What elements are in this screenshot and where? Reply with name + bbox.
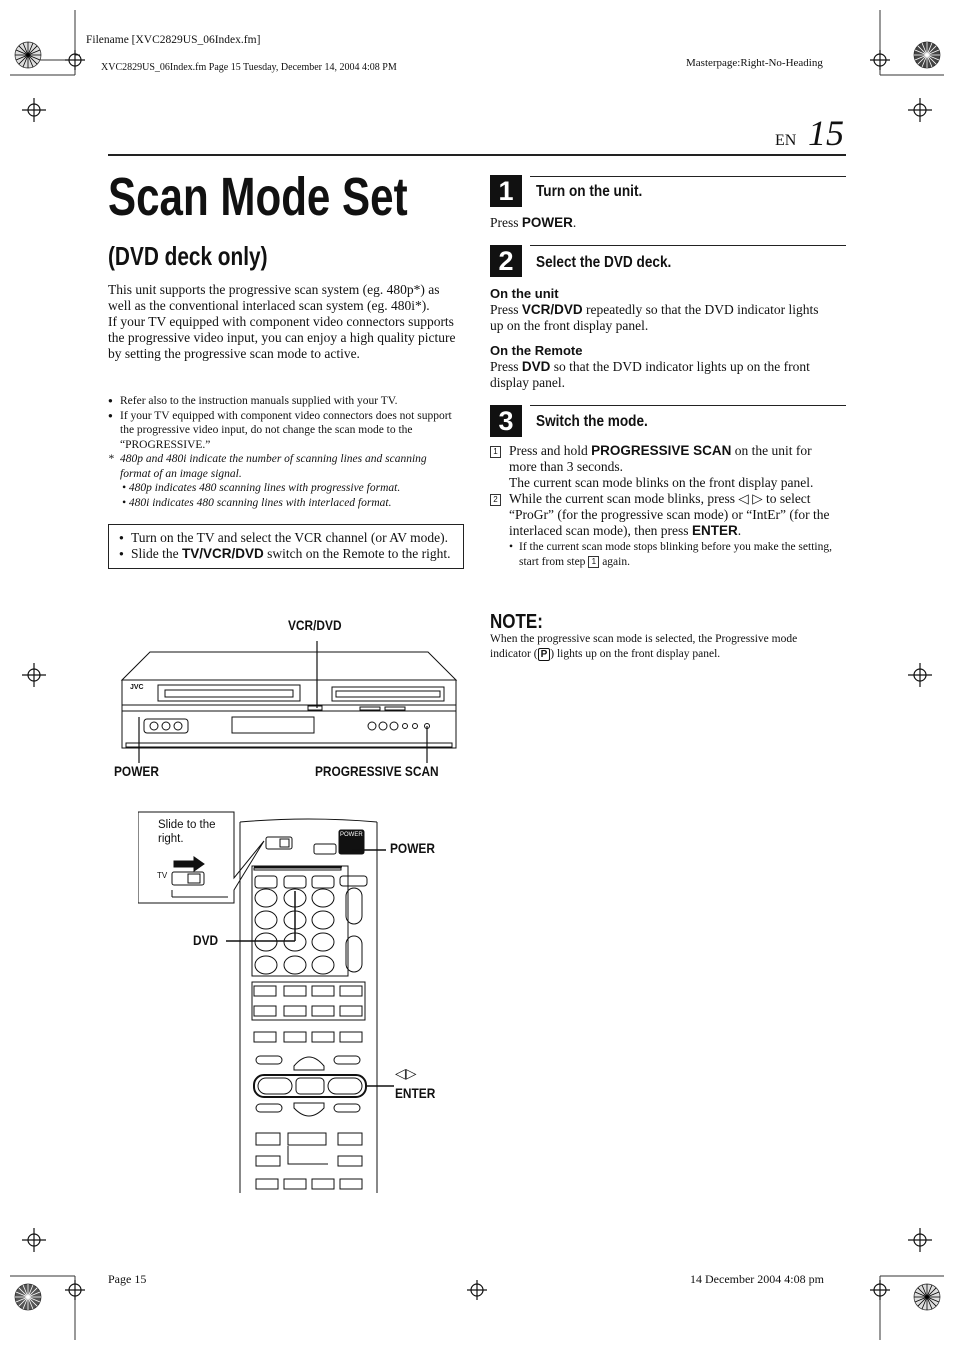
step3-bullet [490, 540, 835, 569]
intro-p2: If your TV equipped with component video connectors supports the progressive video input, you can enjoy a high quality picture by setting the progressive scan mode to active. [108, 314, 456, 361]
prep-item-1 [119, 530, 453, 546]
step3-sub1-num: 1 [490, 446, 501, 458]
step3-text [490, 443, 835, 569]
vcr-dvd-unit-illustration [110, 635, 470, 765]
callout-slide-text [158, 818, 216, 846]
step3-rule [530, 405, 846, 406]
step3-sub1 [490, 443, 835, 491]
step1-text-bold: POWER [521, 215, 573, 230]
step3-sub1-post: on the unit for more than 3 seconds. [509, 443, 812, 474]
step3-sub2-pre: While the current scan mode blinks, press ◁ ▷ to select “ProGr” (for the progressive scan mode) or “IntEr” (for the interlaced scan mode), then press [509, 491, 830, 538]
step3-bullet-post: again. [599, 555, 630, 568]
step3-bullet-pre: If the current scan mode stops blinking before you make the setting, start from step [519, 541, 832, 568]
label-enter: ENTER [395, 1085, 436, 1101]
prep-box [108, 524, 464, 569]
step3-title: Switch the mode. [536, 413, 648, 430]
label-jvc: JVC [130, 684, 144, 691]
step3-sub2-bold: ENTER [691, 523, 738, 538]
step1-text-pre: Press [490, 215, 522, 230]
footnote-main: 480p and 480i indicate the number of scanning lines and scanning format of an image signal. [120, 453, 427, 480]
prep-item-2-post: switch on the Remote to the right. [263, 546, 451, 561]
step2-remote-bold: DVD [521, 359, 551, 374]
header-fileinfo: XVC2829US_06Index.fm Page 15 Tuesday, December 14, 2004 4:08 PM [101, 62, 397, 73]
step2-remote-post: so that the DVD indicator lights up on the front display panel. [490, 359, 810, 390]
step2-unit-pre: Press [490, 302, 522, 317]
intro-bullet-2-text: If your TV equipped with component video connectors does not support the progressive video input, do not change the scan mode to the “PROGRESSIVE.” [120, 409, 452, 451]
step2-unit-post: repeatedly so that the DVD indicator lights up on the front display panel. [490, 302, 819, 333]
step2-number: 2 [490, 245, 522, 277]
step2-title: Select the DVD deck. [536, 254, 672, 271]
step2-unit-text [490, 302, 835, 334]
footnote-sub1: • 480p indicates 480 scanning lines with progressive format. [122, 482, 401, 494]
page-number: 15 [808, 113, 844, 153]
note-text [490, 632, 835, 661]
prep-item-2-pre: Slide the [131, 546, 182, 561]
progressive-indicator-icon: P [538, 648, 551, 661]
step2-unit-head: On the unit [490, 286, 559, 301]
footnote-sub2: • 480i indicates 480 scanning lines with interlaced format. [122, 496, 392, 509]
step3-sub1-pre: Press and hold [509, 443, 592, 458]
intro-bullet-1-text: Refer also to the instruction manuals supplied with your TV. [120, 395, 398, 407]
step3-number: 3 [490, 405, 522, 437]
header-filename: Filename [XVC2829US_06Index.fm] [86, 34, 261, 46]
callout-slide-line2: right. [158, 833, 184, 845]
step2-rule [530, 245, 846, 246]
step1-rule [530, 176, 846, 177]
prep-item-2-bold: TV/VCR/DVD [182, 546, 264, 561]
step3-sub2-post: . [737, 523, 742, 538]
intro-bullet-1 [108, 394, 458, 409]
intro-bullet-2 [108, 409, 458, 453]
step2-remote-head: On the Remote [490, 343, 583, 358]
step1-text [490, 215, 576, 231]
page-subtitle: (DVD deck only) [108, 241, 268, 271]
label-progressive-scan: PROGRESSIVE SCAN [315, 763, 439, 779]
label-power-unit: POWER [114, 763, 159, 779]
label-dvd: DVD [193, 932, 219, 948]
page-title: Scan Mode Set [108, 167, 408, 227]
step3-sub1-b: The current scan mode blinks on the front display panel. [509, 475, 814, 490]
header-rule [108, 154, 846, 156]
intro-bullets [108, 394, 458, 510]
prep-item-1-text: Turn on the TV and select the VCR channel (or AV mode). [131, 530, 448, 545]
step2-text [490, 286, 835, 391]
step1-number: 1 [490, 175, 522, 207]
step2-unit-bold: VCR/DVD [521, 302, 583, 317]
note-text-pre: When the progressive scan mode is selected, the Progressive mode indicator ( [490, 633, 798, 660]
step2-remote-text [490, 359, 835, 391]
label-remote-power: POWER [390, 840, 435, 856]
step3-sub1-bold: PROGRESSIVE SCAN [591, 443, 732, 458]
label-vcr-dvd: VCR/DVD [288, 617, 342, 633]
note-text-post: ) lights up on the front display panel. [550, 647, 721, 660]
label-arrows: ◁▷ [395, 1066, 417, 1082]
footer-page: Page 15 [108, 1272, 147, 1286]
remote-power-key-label: POWER [340, 832, 363, 838]
intro-footnote [108, 452, 458, 510]
remote-illustration [138, 808, 438, 1193]
note-heading: NOTE: [490, 611, 543, 633]
footnote-star: * [108, 453, 114, 465]
step1-text-post: . [572, 215, 577, 230]
prep-item-2 [119, 546, 453, 562]
step3-bullet-dot: • [509, 541, 514, 553]
step1-title: Turn on the unit. [536, 183, 643, 200]
intro-text [108, 282, 464, 362]
callout-tv: TV [157, 871, 168, 880]
header-masterpage: Masterpage:Right-No-Heading [686, 57, 823, 69]
page-lang: EN [775, 132, 797, 149]
step2-remote-pre: Press [490, 359, 522, 374]
step3-sub2-num: 2 [490, 494, 501, 506]
step3-bullet-num: 1 [588, 556, 599, 568]
intro-p1: This unit supports the progressive scan system (eg. 480p*) as well as the conventional interlaced scan system (eg. 480i*). [108, 282, 440, 313]
callout-slide-line1: Slide to the [158, 819, 216, 831]
footer-date: 14 December 2004 4:08 pm [690, 1272, 824, 1286]
step3-sub2 [490, 491, 835, 539]
